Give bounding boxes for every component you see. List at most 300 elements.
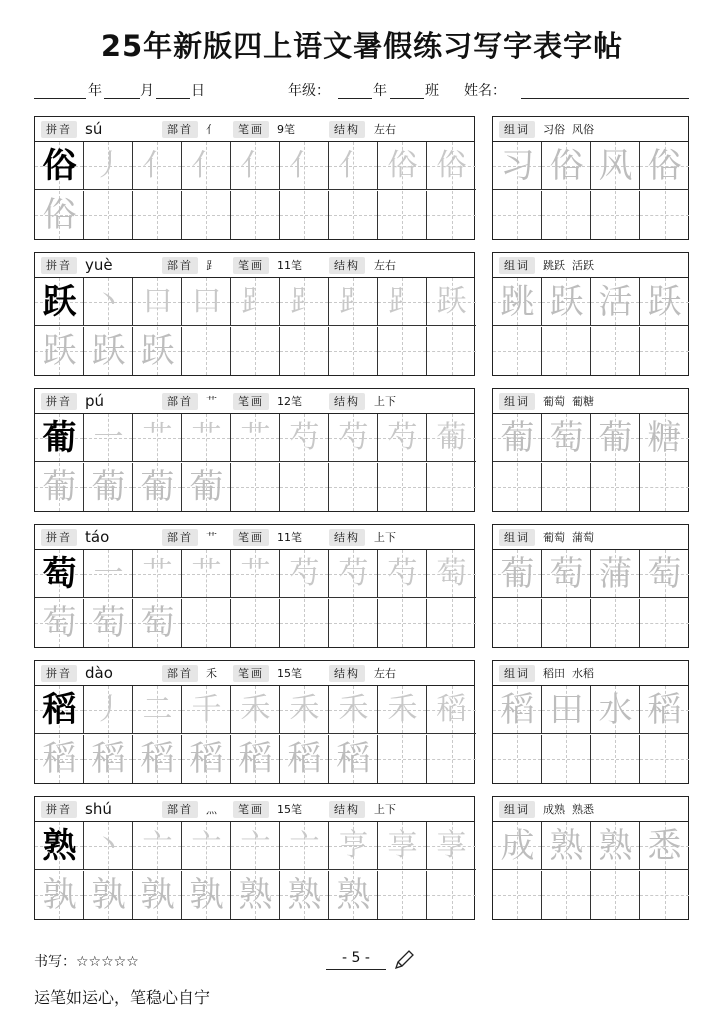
strokes-tag: 笔画 (233, 801, 269, 818)
words-value: 跳跃 活跃 (543, 259, 594, 272)
trace-char: 跃 (140, 331, 175, 371)
practice-cell[interactable] (329, 414, 378, 462)
radical-tag: 部首 (162, 801, 198, 818)
practice-cell[interactable] (84, 686, 133, 734)
word-trace-char: 熟 (598, 826, 633, 866)
practice-cell[interactable] (84, 142, 133, 190)
month-label: 月 (140, 83, 154, 99)
words-cell[interactable] (640, 599, 689, 647)
practice-cell[interactable] (133, 871, 182, 919)
trace-char: 亠 (289, 828, 320, 863)
words-cell[interactable] (591, 327, 640, 375)
practice-cell[interactable] (182, 327, 231, 375)
practice-cell[interactable] (182, 735, 231, 783)
trace-char: 熟 (336, 875, 371, 915)
words-cell[interactable] (591, 686, 640, 734)
practice-cell[interactable] (231, 686, 280, 734)
trace-char: 稻 (238, 739, 273, 779)
words-cell[interactable] (542, 822, 591, 870)
words-cell[interactable] (640, 822, 689, 870)
practice-cell[interactable] (280, 822, 329, 870)
practice-cell[interactable] (84, 550, 133, 598)
practice-cell[interactable] (133, 327, 182, 375)
word-trace-char: 水 (598, 690, 633, 730)
trace-char: 丶 (93, 828, 124, 863)
word-trace-char: 跃 (549, 282, 584, 322)
practice-cell[interactable] (133, 822, 182, 870)
practice-cell[interactable] (231, 278, 280, 326)
practice-cell[interactable] (329, 278, 378, 326)
radical-tag: 部首 (162, 529, 198, 546)
practice-cell[interactable] (427, 278, 476, 326)
trace-char: 跃 (42, 331, 77, 371)
structure-tag: 结构 (329, 665, 365, 682)
writing-label: 书写： (34, 954, 76, 970)
radical-tag: 部首 (162, 665, 198, 682)
trace-char: ⻊ (289, 284, 320, 319)
practice-cell[interactable] (35, 550, 84, 598)
practice-cell[interactable] (35, 142, 84, 190)
words-header (492, 252, 689, 278)
structure-tag: 结构 (329, 529, 365, 546)
grade-blank[interactable] (338, 98, 372, 99)
words-cell[interactable] (640, 191, 689, 239)
practice-cell[interactable] (427, 414, 476, 462)
trace-char: 丿 (93, 148, 124, 183)
words-grid (492, 550, 689, 648)
practice-cell[interactable] (329, 599, 378, 647)
trace-char: 禾 (338, 692, 369, 727)
trace-char: 芍 (289, 420, 320, 455)
trace-char: 萄 (140, 603, 175, 643)
word-trace-char: 成 (500, 826, 535, 866)
radical-tag: 部首 (162, 121, 198, 138)
trace-char: 口 (191, 284, 222, 319)
year-blank[interactable] (34, 98, 86, 99)
practice-cell[interactable] (35, 599, 84, 647)
practice-cell[interactable] (329, 191, 378, 239)
words-cell[interactable] (542, 142, 591, 190)
structure-value: 左右 (374, 259, 396, 272)
practice-cell[interactable] (133, 463, 182, 511)
strokes-tag: 笔画 (233, 121, 269, 138)
practice-cell[interactable] (231, 463, 280, 511)
words-cell[interactable] (640, 414, 689, 462)
practice-cell[interactable] (182, 191, 231, 239)
pinyin-tag: 拼音 (41, 121, 77, 138)
words-cell[interactable] (493, 822, 542, 870)
words-tag: 组词 (499, 393, 535, 410)
practice-cell[interactable] (182, 686, 231, 734)
practice-cell[interactable] (427, 822, 476, 870)
practice-cell[interactable] (427, 463, 476, 511)
words-cell[interactable] (493, 191, 542, 239)
trace-char: 孰 (189, 875, 224, 915)
practice-cell[interactable] (231, 327, 280, 375)
practice-cell[interactable] (84, 822, 133, 870)
practice-cell[interactable] (35, 735, 84, 783)
structure-tag: 结构 (329, 801, 365, 818)
practice-cell[interactable] (231, 871, 280, 919)
practice-cell[interactable] (329, 871, 378, 919)
words-cell[interactable] (542, 327, 591, 375)
practice-cell[interactable] (182, 599, 231, 647)
word-trace-char: 悉 (647, 826, 682, 866)
practice-grid (34, 278, 475, 376)
words-cell[interactable] (542, 278, 591, 326)
trace-char: 稻 (91, 739, 126, 779)
trace-char: 稻 (336, 739, 371, 779)
trace-char: ⻊ (240, 284, 271, 319)
words-cell[interactable] (591, 871, 640, 919)
trace-char: 亻 (142, 148, 173, 183)
trace-char: 亻 (338, 148, 369, 183)
words-tag: 组词 (499, 665, 535, 682)
writing-rating (34, 951, 139, 971)
words-value: 成熟 熟悉 (543, 803, 594, 816)
practice-cell[interactable] (182, 278, 231, 326)
words-cell[interactable] (493, 327, 542, 375)
trace-char: 艹 (142, 556, 173, 591)
words-tag: 组词 (499, 257, 535, 274)
trace-char: 稻 (189, 739, 224, 779)
structure-tag: 结构 (329, 257, 365, 274)
trace-char: 稻 (140, 739, 175, 779)
words-cell[interactable] (640, 278, 689, 326)
practice-cell[interactable] (84, 735, 133, 783)
trace-char: 孰 (91, 875, 126, 915)
trace-char: 亨 (338, 828, 369, 863)
practice-cell[interactable] (427, 327, 476, 375)
radical-tag: 部首 (162, 257, 198, 274)
practice-grid (34, 414, 475, 512)
words-tag: 组词 (499, 121, 535, 138)
trace-char: 稻 (436, 692, 467, 727)
word-trace-char: 葡 (500, 554, 535, 594)
trace-char: 享 (436, 828, 467, 863)
practice-cell[interactable] (133, 278, 182, 326)
practice-cell[interactable] (182, 550, 231, 598)
practice-cell[interactable] (231, 735, 280, 783)
words-cell[interactable] (542, 735, 591, 783)
practice-cell[interactable] (182, 142, 231, 190)
practice-cell[interactable] (427, 735, 476, 783)
radical-value: 禾 (206, 667, 217, 680)
words-cell[interactable] (542, 463, 591, 511)
words-header (492, 796, 689, 822)
radical-value: 艹 (206, 531, 217, 544)
practice-cell[interactable] (35, 414, 84, 462)
trace-char: 芍 (338, 420, 369, 455)
words-cell[interactable] (591, 414, 640, 462)
words-cell[interactable] (542, 871, 591, 919)
words-cell[interactable] (493, 550, 542, 598)
word-trace-char: 糖 (647, 418, 682, 458)
word-trace-char: 俗 (549, 146, 584, 186)
practice-grid (34, 686, 475, 784)
trace-char: 禾 (289, 692, 320, 727)
words-cell[interactable] (493, 278, 542, 326)
practice-cell[interactable] (231, 599, 280, 647)
practice-cell[interactable] (378, 550, 427, 598)
words-cell[interactable] (542, 550, 591, 598)
practice-cell[interactable] (133, 191, 182, 239)
trace-char: 亠 (142, 828, 173, 863)
practice-cell[interactable] (231, 822, 280, 870)
day-blank[interactable] (156, 98, 190, 99)
pinyin-value: yuè (85, 256, 113, 274)
practice-cell[interactable] (133, 735, 182, 783)
practice-cell[interactable] (182, 414, 231, 462)
words-cell[interactable] (591, 550, 640, 598)
structure-value: 上下 (374, 803, 396, 816)
trace-char: ⻊ (338, 284, 369, 319)
practice-cell[interactable] (280, 142, 329, 190)
trace-char: 熟 (238, 875, 273, 915)
trace-char: 亻 (289, 148, 320, 183)
info-line (34, 80, 694, 102)
practice-cell[interactable] (378, 822, 427, 870)
practice-cell[interactable] (280, 327, 329, 375)
practice-cell[interactable] (427, 142, 476, 190)
practice-cell[interactable] (35, 327, 84, 375)
char-header (34, 116, 475, 142)
grade-year-label: 年 (373, 83, 387, 99)
words-value: 葡萄 葡糖 (543, 395, 594, 408)
trace-char: 稻 (287, 739, 322, 779)
practice-cell[interactable] (84, 871, 133, 919)
practice-cell[interactable] (84, 463, 133, 511)
words-cell[interactable] (591, 463, 640, 511)
trace-char: 亠 (191, 828, 222, 863)
practice-cell[interactable] (329, 822, 378, 870)
trace-char: 跃 (91, 331, 126, 371)
words-cell[interactable] (493, 142, 542, 190)
trace-char: 芍 (338, 556, 369, 591)
radical-value: 艹 (206, 395, 217, 408)
word-trace-char: 风 (598, 146, 633, 186)
practice-cell[interactable] (35, 871, 84, 919)
model-char: 萄 (42, 554, 77, 594)
month-blank[interactable] (104, 98, 140, 99)
practice-cell[interactable] (280, 278, 329, 326)
practice-cell[interactable] (35, 278, 84, 326)
practice-cell[interactable] (133, 414, 182, 462)
pinyin-tag: 拼音 (41, 257, 77, 274)
practice-cell[interactable] (378, 871, 427, 919)
words-cell[interactable] (591, 735, 640, 783)
practice-cell[interactable] (84, 327, 133, 375)
practice-cell[interactable] (133, 550, 182, 598)
practice-cell[interactable] (378, 463, 427, 511)
words-cell[interactable] (591, 278, 640, 326)
practice-cell[interactable] (378, 735, 427, 783)
words-header (492, 388, 689, 414)
practice-cell[interactable] (182, 871, 231, 919)
trace-char: 一 (93, 556, 124, 591)
trace-char: 芍 (387, 420, 418, 455)
practice-cell[interactable] (378, 142, 427, 190)
word-trace-char: 习 (500, 146, 535, 186)
pinyin-value: dào (85, 664, 113, 682)
words-cell[interactable] (640, 463, 689, 511)
practice-cell[interactable] (378, 191, 427, 239)
practice-grid (34, 822, 475, 920)
trace-char: 葡 (91, 467, 126, 507)
practice-cell[interactable] (35, 822, 84, 870)
trace-char: 二 (142, 692, 173, 727)
practice-cell[interactable] (84, 414, 133, 462)
word-trace-char: 葡 (598, 418, 633, 458)
star-rating[interactable]: ☆☆☆☆☆ (76, 954, 139, 970)
practice-cell[interactable] (35, 463, 84, 511)
trace-char: 稻 (42, 739, 77, 779)
class-blank[interactable] (390, 98, 424, 99)
words-grid (492, 686, 689, 784)
words-tag: 组词 (499, 801, 535, 818)
practice-cell[interactable] (182, 822, 231, 870)
words-cell[interactable] (591, 142, 640, 190)
pinyin-value: sú (85, 120, 103, 138)
trace-char: 千 (191, 692, 222, 727)
practice-cell[interactable] (378, 327, 427, 375)
practice-cell[interactable] (280, 191, 329, 239)
radical-value: ⻊ (206, 259, 217, 272)
words-cell[interactable] (591, 599, 640, 647)
strokes-tag: 笔画 (233, 529, 269, 546)
practice-cell[interactable] (231, 414, 280, 462)
practice-cell[interactable] (231, 142, 280, 190)
practice-cell[interactable] (84, 278, 133, 326)
name-blank[interactable] (521, 98, 689, 99)
practice-cell[interactable] (427, 550, 476, 598)
trace-char: 一 (93, 420, 124, 455)
trace-char: 孰 (42, 875, 77, 915)
words-cell[interactable] (542, 191, 591, 239)
practice-cell[interactable] (427, 191, 476, 239)
practice-cell[interactable] (329, 550, 378, 598)
practice-cell[interactable] (280, 550, 329, 598)
model-char: 葡 (42, 418, 77, 458)
trace-char: 丿 (93, 692, 124, 727)
practice-cell[interactable] (329, 735, 378, 783)
words-value: 葡萄 蒲萄 (543, 531, 594, 544)
practice-cell[interactable] (280, 463, 329, 511)
trace-char: 葡 (189, 467, 224, 507)
words-cell[interactable] (493, 414, 542, 462)
model-char: 俗 (42, 146, 77, 186)
practice-cell[interactable] (280, 871, 329, 919)
practice-cell[interactable] (133, 599, 182, 647)
pinyin-tag: 拼音 (41, 665, 77, 682)
practice-cell[interactable] (280, 414, 329, 462)
practice-cell[interactable] (280, 686, 329, 734)
practice-cell[interactable] (427, 599, 476, 647)
words-header (492, 524, 689, 550)
words-cell[interactable] (542, 686, 591, 734)
word-trace-char: 稻 (647, 690, 682, 730)
practice-cell[interactable] (427, 686, 476, 734)
practice-cell[interactable] (133, 686, 182, 734)
words-cell[interactable] (493, 463, 542, 511)
words-cell[interactable] (493, 871, 542, 919)
practice-cell[interactable] (329, 463, 378, 511)
practice-cell[interactable] (378, 278, 427, 326)
practice-cell[interactable] (378, 414, 427, 462)
word-trace-char: 萄 (549, 554, 584, 594)
trace-char: 芍 (387, 556, 418, 591)
words-cell[interactable] (542, 599, 591, 647)
practice-cell[interactable] (84, 191, 133, 239)
practice-cell[interactable] (378, 686, 427, 734)
practice-cell[interactable] (35, 191, 84, 239)
words-header (492, 116, 689, 142)
trace-char: 丶 (93, 284, 124, 319)
words-cell[interactable] (591, 822, 640, 870)
word-trace-char: 稻 (500, 690, 535, 730)
model-char: 熟 (42, 826, 77, 866)
practice-cell[interactable] (280, 599, 329, 647)
trace-char: 艹 (191, 556, 222, 591)
trace-char: 俗 (387, 148, 418, 183)
trace-char: 芍 (289, 556, 320, 591)
practice-cell[interactable] (427, 871, 476, 919)
trace-char: 葡 (42, 467, 77, 507)
words-cell[interactable] (542, 414, 591, 462)
practice-cell[interactable] (35, 686, 84, 734)
word-trace-char: 跃 (647, 282, 682, 322)
day-label: 日 (191, 83, 205, 99)
char-header (34, 796, 475, 822)
trace-char: 熟 (287, 875, 322, 915)
words-cell[interactable] (591, 191, 640, 239)
pinyin-value: pú (85, 392, 105, 410)
words-cell[interactable] (640, 327, 689, 375)
practice-cell[interactable] (84, 599, 133, 647)
trace-char: 艹 (142, 420, 173, 455)
trace-char: 葡 (140, 467, 175, 507)
practice-cell[interactable] (329, 686, 378, 734)
trace-char: 艹 (191, 420, 222, 455)
words-cell[interactable] (493, 686, 542, 734)
pen-icon (392, 948, 416, 976)
words-value: 稻田 水稻 (543, 667, 594, 680)
word-trace-char: 俗 (647, 146, 682, 186)
practice-cell[interactable] (378, 599, 427, 647)
pinyin-tag: 拼音 (41, 801, 77, 818)
words-cell[interactable] (640, 735, 689, 783)
practice-cell[interactable] (182, 463, 231, 511)
practice-cell[interactable] (329, 142, 378, 190)
practice-cell[interactable] (329, 327, 378, 375)
trace-char: 禾 (387, 692, 418, 727)
practice-cell[interactable] (133, 142, 182, 190)
structure-value: 上下 (374, 395, 396, 408)
word-trace-char: 葡 (500, 418, 535, 458)
structure-value: 左右 (374, 123, 396, 136)
words-cell[interactable] (640, 142, 689, 190)
words-cell[interactable] (640, 550, 689, 598)
word-trace-char: 蒲 (598, 554, 633, 594)
practice-cell[interactable] (231, 191, 280, 239)
practice-cell[interactable] (280, 735, 329, 783)
words-cell[interactable] (640, 686, 689, 734)
practice-cell[interactable] (231, 550, 280, 598)
words-cell[interactable] (493, 735, 542, 783)
words-cell[interactable] (640, 871, 689, 919)
page-number: - 5 - (326, 950, 386, 970)
words-cell[interactable] (493, 599, 542, 647)
